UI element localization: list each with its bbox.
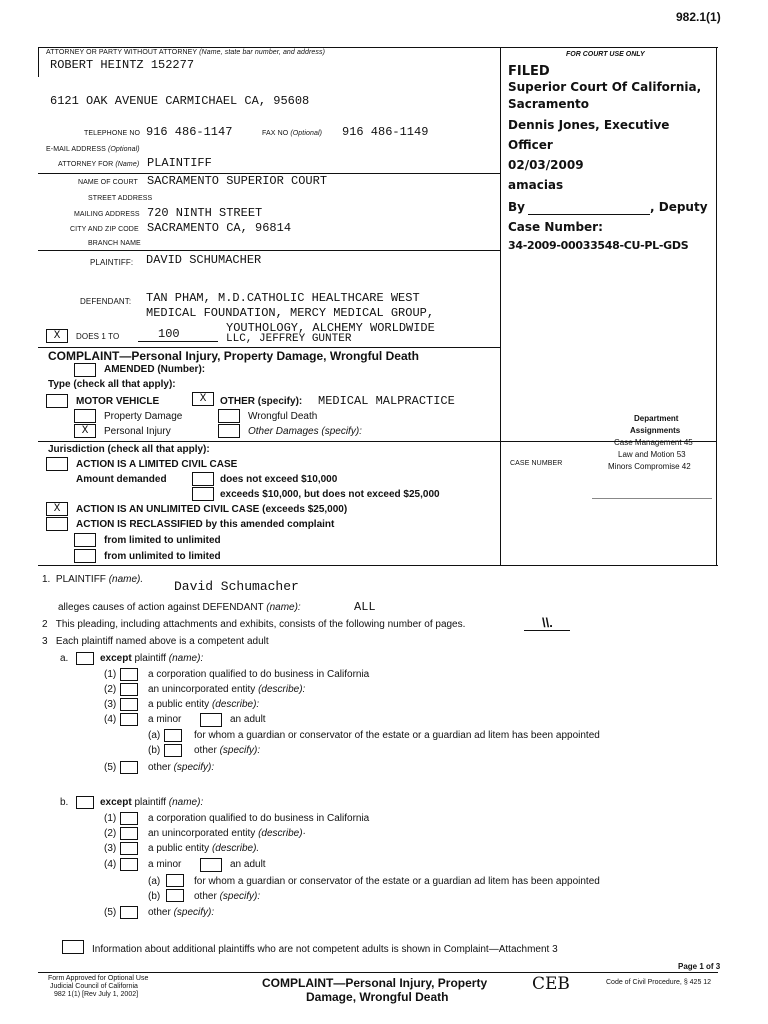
a-opt1-num: (1): [104, 669, 117, 680]
defendant-line2: MEDICAL FOUNDATION, MERCY MEDICAL GROUP,: [146, 306, 435, 320]
a-sub-b-checkbox[interactable]: [164, 744, 182, 757]
plaintiff-value: DAVID SCHUMACHER: [146, 253, 262, 267]
assignments-label: Assignments: [630, 426, 681, 435]
other-value: MEDICAL MALPRACTICE: [318, 394, 455, 408]
filed-clerk: Dennis Jones, Executive: [508, 118, 670, 132]
b-opt3-num: (3): [104, 843, 117, 854]
attorney-address: 6121 OAK AVENUE CARMICHAEL CA, 95608: [50, 94, 310, 108]
b-adult-checkbox[interactable]: [200, 858, 222, 872]
filed-case-number: 34-2009-00033548-CU-PL-GDS: [508, 239, 689, 252]
other-label: OTHER (specify):: [220, 396, 303, 407]
a-opt2-checkbox[interactable]: [120, 683, 138, 696]
b-sub-b-checkbox[interactable]: [166, 889, 184, 902]
b-opt5-text: other (specify):: [148, 907, 215, 918]
case-number-label: CASE NUMBER: [510, 460, 563, 467]
additional-info-checkbox[interactable]: [62, 940, 84, 954]
lim-to-unlim-checkbox[interactable]: [74, 533, 96, 547]
exceeds-label: exceeds $10,000, but does not exceed $25,000: [220, 489, 440, 500]
property-damage-checkbox[interactable]: [74, 409, 96, 423]
filed-deputy: , Deputy: [650, 200, 708, 214]
lim-to-unlim-label: from limited to unlimited: [104, 535, 221, 546]
law-motion-label: Law and Motion 53: [618, 450, 686, 459]
a-sub-a-num: (a): [148, 730, 161, 741]
footer-code: Code of Civil Procedure, § 425 12: [606, 979, 712, 986]
mailing-label: MAILING ADDRESS: [74, 211, 140, 218]
filed-date: 02/03/2009: [508, 158, 584, 172]
a-opt3-checkbox[interactable]: [120, 698, 138, 711]
a-opt5-checkbox[interactable]: [120, 761, 138, 774]
a-except-checkbox[interactable]: [76, 652, 94, 665]
reclassified-checkbox[interactable]: [46, 517, 68, 531]
a-opt5-text: other (specify):: [148, 762, 215, 773]
filed-clerk-title: Officer: [508, 138, 553, 152]
wrongful-death-checkbox[interactable]: [218, 409, 240, 423]
not-exceed-label: does not exceed $10,000: [220, 474, 338, 485]
b-sub-a-num: (a): [148, 876, 161, 887]
property-damage-label: Property Damage: [104, 411, 183, 422]
attorney-for-value: PLAINTIFF: [147, 156, 212, 170]
type-label: Type (check all that apply):: [48, 379, 176, 390]
b-label: b.: [60, 797, 69, 808]
a-sub-a-text: for whom a guardian or conservator of the estate or a guardian ad litem has been appointed: [194, 730, 600, 741]
wrongful-death-label: Wrongful Death: [248, 411, 318, 422]
fax-value: 916 486-1149: [342, 125, 429, 139]
motor-vehicle-label: MOTOR VEHICLE: [76, 396, 160, 407]
b-minor-checkbox[interactable]: [120, 858, 138, 871]
a-minor-label: a minor: [148, 714, 182, 725]
minors-label: Minors Compromise 42: [608, 462, 691, 471]
a-opt2-text: an unincorporated entity (describe):: [148, 684, 306, 695]
a-opt1-text: a corporation qualified to do business in California: [148, 669, 370, 680]
a-opt4-num: (4): [104, 714, 117, 725]
motor-vehicle-checkbox[interactable]: [46, 394, 68, 408]
b-opt4-num: (4): [104, 859, 117, 870]
b-opt2-text: an unincorporated entity (describe)·: [148, 828, 306, 839]
plaintiff-label: PLAINTIFF:: [90, 258, 134, 267]
other-damages-checkbox[interactable]: [218, 424, 240, 438]
email-label: E-MAIL ADDRESS (Optional): [46, 146, 140, 153]
b-opt3-text: a public entity (describe).: [148, 843, 260, 854]
footer-council: Judicial Council of California: [50, 983, 138, 990]
defendant-line1: TAN PHAM, M.D.CATHOLIC HEALTHCARE WEST: [146, 291, 420, 305]
branch-label: BRANCH NAME: [88, 240, 141, 247]
filed-case-number-label: Case Number:: [508, 220, 603, 234]
p1-alleges: alleges causes of action against DEFENDANT (name):: [58, 602, 301, 613]
page-number: Page 1 of 3: [678, 962, 721, 971]
b-sub-b-num: (b): [148, 891, 161, 902]
attorney-for-label: ATTORNEY FOR (Name): [58, 161, 140, 168]
fax-label: FAX NO (Optional): [262, 130, 323, 137]
does-checkbox[interactable]: X: [46, 329, 68, 343]
department-label: Department: [634, 414, 679, 423]
a-opt3-text: a public entity (describe):: [148, 699, 260, 710]
footer-title-1: COMPLAINT—Personal Injury, Property: [262, 976, 488, 990]
telephone-label: TELEPHONE NO: [84, 130, 141, 137]
attorney-label: ATTORNEY OR PARTY WITHOUT ATTORNEY (Name, state bar number, and address): [46, 49, 325, 56]
a-opt2-num: (2): [104, 684, 117, 695]
does-value: 100: [158, 327, 180, 341]
mailing-value: 720 NINTH STREET: [147, 206, 263, 220]
p1: 1. PLAINTIFF (name).: [42, 574, 144, 585]
case-management-label: Case Management 45: [614, 438, 693, 447]
filed-clerk-id: amacias: [508, 178, 564, 192]
p2: 2 This pleading, including attachments and exhibits, consists of the following number of pages.: [42, 619, 466, 630]
court-name-label: NAME OF COURT: [78, 179, 138, 186]
exceeds-checkbox[interactable]: [192, 487, 214, 501]
b-sub-b-text: other (specify):: [194, 891, 261, 902]
defendant-line4: LLC, JEFFREY GUNTER: [226, 333, 352, 345]
b-opt5-num: (5): [104, 907, 117, 918]
amended-checkbox[interactable]: [74, 363, 96, 377]
footer-rev: 982 1(1) [Rev July 1, 2002]: [54, 991, 139, 998]
footer-title-2: Damage, Wrongful Death: [306, 990, 449, 1004]
court-use-label: FOR COURT USE ONLY: [566, 51, 645, 58]
other-checkbox[interactable]: X: [192, 392, 214, 406]
b-except-label: except plaintiff (name):: [100, 797, 204, 808]
ceb-logo: CEB: [532, 974, 570, 994]
b-except-checkbox[interactable]: [76, 796, 94, 809]
city-label: CITY AND ZIP CODE: [70, 226, 139, 233]
not-exceed-checkbox[interactable]: [192, 472, 214, 486]
b-adult-label: an adult: [230, 859, 266, 870]
b-opt2-checkbox[interactable]: [120, 827, 138, 840]
unlimited-label: ACTION IS AN UNLIMITED CIVIL CASE (exceeds $25,000): [76, 504, 348, 515]
filed-court: Superior Court Of California,: [508, 80, 702, 94]
amended-label: AMENDED (Number):: [104, 364, 206, 375]
limited-label: ACTION IS A LIMITED CIVIL CASE: [76, 459, 238, 470]
telephone-value: 916 486-1147: [146, 125, 233, 139]
a-adult-label: an adult: [230, 714, 266, 725]
b-opt3-checkbox[interactable]: [120, 842, 138, 855]
p2-pages-value: \\.: [542, 615, 553, 630]
a-sub-b-num: (b): [148, 745, 161, 756]
b-opt1-num: (1): [104, 813, 117, 824]
form-number: 982.1(1): [676, 10, 721, 24]
attorney-name: ROBERT HEINTZ 152277: [50, 58, 195, 72]
filed-stamp: FILED: [508, 64, 550, 79]
b-sub-a-text: for whom a guardian or conservator of the estate or a guardian ad litem has been appointed: [194, 876, 600, 887]
a-opt5-num: (5): [104, 762, 117, 773]
b-opt1-checkbox[interactable]: [120, 812, 138, 825]
amount-demanded-label: Amount demanded: [76, 474, 167, 485]
does-label: DOES 1 TO: [76, 332, 120, 341]
city-value: SACRAMENTO CA, 96814: [147, 221, 292, 235]
b-sub-a-checkbox[interactable]: [166, 874, 184, 887]
b-minor-label: a minor: [148, 859, 182, 870]
b-opt2-num: (2): [104, 828, 117, 839]
personal-injury-label: Personal Injury: [104, 426, 171, 437]
unlimited-checkbox[interactable]: X: [46, 502, 68, 516]
a-opt3-num: (3): [104, 699, 117, 710]
p3: 3 Each plaintiff named above is a competent adult: [42, 636, 269, 647]
footer-approved: Form Approved for Optional Use: [48, 975, 149, 982]
reclassified-label: ACTION IS RECLASSIFIED by this amended complaint: [76, 519, 335, 530]
a-except-label: except plaintiff (name):: [100, 653, 204, 664]
a-minor-checkbox[interactable]: [120, 713, 138, 726]
jurisdiction-label: Jurisdiction (check all that apply):: [48, 444, 210, 455]
street-label: STREET ADDRESS: [88, 195, 153, 202]
personal-injury-checkbox[interactable]: X: [74, 424, 96, 438]
p1-plaintiff-value: David Schumacher: [174, 579, 299, 594]
p1-defendant-value: ALL: [354, 600, 376, 614]
defendant-line3: YOUTHOLOGY, ALCHEMY WORLDWIDE: [226, 321, 435, 335]
filed-county: Sacramento: [508, 97, 590, 111]
court-name-value: SACRAMENTO SUPERIOR COURT: [147, 174, 328, 188]
defendant-label: DEFENDANT:: [80, 297, 132, 306]
other-damages-label: Other Damages (specify):: [248, 426, 362, 437]
unlim-to-lim-label: from unlimited to limited: [104, 551, 221, 562]
additional-info-text: Information about additional plaintiffs who are not competent adults is shown in Complaint—Attachment 3: [92, 944, 558, 955]
filed-by: By: [508, 200, 525, 214]
a-sub-b-text: other (specify):: [194, 745, 261, 756]
b-opt5-checkbox[interactable]: [120, 906, 138, 919]
a-label: a.: [60, 653, 69, 664]
a-opt1-checkbox[interactable]: [120, 668, 138, 681]
limited-checkbox[interactable]: [46, 457, 68, 471]
unlim-to-lim-checkbox[interactable]: [74, 549, 96, 563]
complaint-title: COMPLAINT—Personal Injury, Property Damage, Wrongful Death: [48, 349, 419, 363]
b-opt1-text: a corporation qualified to do business in California: [148, 813, 370, 824]
a-adult-checkbox[interactable]: [200, 713, 222, 727]
a-sub-a-checkbox[interactable]: [164, 729, 182, 742]
